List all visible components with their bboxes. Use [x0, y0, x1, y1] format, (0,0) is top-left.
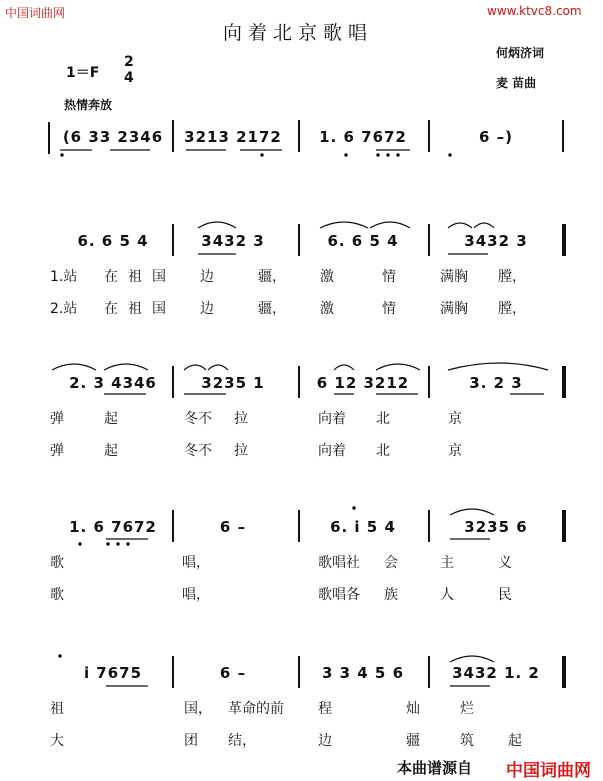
song-title: 向着北京歌唱 — [223, 22, 374, 44]
lyric-syllable: 国 — [152, 269, 166, 285]
lyric-syllable: 拉 — [234, 443, 248, 459]
lyric-syllable: 边 — [200, 269, 214, 285]
octave-dot — [60, 153, 63, 156]
lyric-syllable: 起 — [104, 443, 118, 459]
octave-dot — [448, 153, 451, 156]
tempo-marking: 热情奔放 — [64, 98, 113, 112]
lyric-syllable: 北 — [376, 443, 390, 459]
slur — [370, 222, 410, 228]
slur — [52, 364, 96, 370]
measure: 3. 2 3 — [469, 374, 523, 392]
octave-dot — [376, 153, 379, 156]
lyric-syllable: 歌 — [50, 587, 64, 603]
lyric-syllable: 疆， — [258, 269, 286, 285]
lyric-syllable: 义 — [498, 555, 512, 571]
key-signature: 1＝F — [66, 65, 100, 81]
lyric-syllable: 激 — [320, 269, 334, 285]
octave-dot-upper — [352, 506, 355, 509]
lyric-syllable: 程 — [318, 701, 332, 717]
slur — [450, 509, 494, 515]
lyric-syllable: 起 — [508, 733, 522, 749]
measure: 6 –) — [478, 128, 513, 146]
lyric-syllable: 向着 — [318, 411, 346, 427]
lyric-syllable: 疆， — [258, 301, 286, 317]
slur — [450, 656, 494, 662]
lyric-syllable: 结， — [228, 733, 256, 749]
lyric-syllable: 边 — [200, 301, 214, 317]
lyric-syllable: 冬不 — [184, 411, 212, 427]
lyric-syllable: 唱， — [182, 555, 210, 571]
measure: 6. 6 5 4 — [77, 232, 149, 250]
measure: 6. 6 5 4 — [327, 232, 399, 250]
lyric-syllable: 弹 — [50, 411, 64, 427]
lyric-syllable: 国 — [152, 301, 166, 317]
lyric-syllable: 激 — [320, 301, 334, 317]
measure: 3235 6 — [464, 518, 528, 536]
measure: 6 12 3212 — [316, 374, 410, 392]
slur — [198, 222, 236, 228]
time-signature-bottom: 4 — [124, 70, 134, 86]
lyric-syllable: 冬不 — [184, 443, 212, 459]
lyric-syllable: 在 — [104, 269, 118, 285]
lyric-syllable: 祖 — [50, 701, 64, 717]
measure: 3213 2172 — [184, 128, 282, 146]
lyric-syllable: 歌唱各 — [318, 587, 360, 603]
slur — [320, 222, 368, 228]
lyric-syllable: 边 — [318, 733, 332, 749]
measure: 3432 3 — [464, 232, 528, 250]
measure: 1. 6 7672 — [319, 128, 407, 146]
octave-dot — [116, 542, 119, 545]
lyric-syllable: 满胸 — [440, 269, 468, 285]
lyric-syllable: 起 — [104, 411, 118, 427]
measure: 6 – — [219, 518, 247, 536]
octave-dot — [344, 153, 347, 156]
lyric-syllable: 膛， — [498, 301, 526, 317]
lyric-syllable: 疆 — [406, 733, 420, 749]
slur — [334, 365, 354, 370]
lyric-syllable: 灿 — [406, 701, 420, 717]
lyric-syllable: 人 — [440, 587, 454, 603]
slur — [184, 365, 206, 370]
lyric-syllable: 祖 — [128, 301, 142, 317]
measure: i 7675 — [83, 664, 143, 682]
lyric-syllable: 2.站 — [50, 301, 78, 317]
lyricist-credit: 何炳济词 — [496, 46, 545, 60]
octave-dot-upper — [58, 654, 61, 657]
lyric-syllable: 北 — [376, 411, 390, 427]
slur — [448, 223, 472, 228]
time-signature-top: 2 — [124, 54, 134, 70]
octave-dot — [126, 542, 129, 545]
lyric-syllable: 大 — [50, 733, 64, 749]
lyric-syllable: 京 — [448, 443, 462, 459]
octave-dot — [396, 153, 399, 156]
composer-credit: 麦 苗曲 — [496, 76, 537, 90]
lyric-syllable: 筑 — [460, 733, 474, 749]
lyric-syllable: 京 — [448, 411, 462, 427]
lyric-syllable: 民 — [498, 587, 512, 603]
lyric-syllable: 国， — [184, 701, 212, 717]
lyric-syllable: 革命的前 — [228, 701, 284, 717]
measure: 2. 3 4346 — [69, 374, 157, 392]
measure: 6. i 5 4 — [330, 518, 396, 536]
lyric-syllable: 族 — [384, 587, 398, 603]
site-watermark-left: 中国词曲网 — [5, 6, 66, 20]
lyric-syllable: 在 — [104, 301, 118, 317]
lyric-syllable: 唱， — [182, 587, 210, 603]
site-watermark-right: www.ktvc8.com — [487, 4, 582, 18]
lyric-syllable: 烂 — [460, 701, 474, 717]
octave-dot — [386, 153, 389, 156]
source-label: 本曲谱源自 — [397, 759, 473, 777]
lyric-syllable: 歌唱社 — [318, 555, 360, 571]
slur — [376, 364, 420, 370]
lyric-syllable: 向着 — [318, 443, 346, 459]
lyric-syllable: 祖 — [128, 269, 142, 285]
lyric-syllable: 会 — [384, 555, 398, 571]
slur — [474, 223, 494, 228]
lyric-syllable: 拉 — [234, 411, 248, 427]
lyric-syllable: 弹 — [50, 443, 64, 459]
lyric-syllable: 1.站 — [50, 269, 78, 285]
lyric-syllable: 歌 — [50, 555, 64, 571]
octave-dot — [78, 542, 81, 545]
measure: 3432 1. 2 — [452, 664, 540, 682]
lyric-syllable: 团 — [184, 733, 198, 749]
slur — [448, 363, 548, 370]
lyric-syllable: 主 — [440, 555, 454, 571]
measure: 6 – — [219, 664, 247, 682]
lyric-syllable: 膛， — [498, 269, 526, 285]
lyric-syllable: 满胸 — [440, 301, 468, 317]
source-site-name: 中国词曲网 — [506, 761, 591, 781]
measure: 3432 3 — [201, 232, 265, 250]
measure: 3235 1 — [201, 374, 265, 392]
measure: 1. 6 7672 — [69, 518, 157, 536]
measure: 3 3 4 5 6 — [321, 664, 405, 682]
octave-dot — [106, 542, 109, 545]
lyric-syllable: 情 — [382, 301, 396, 317]
slur — [208, 365, 228, 370]
octave-dot — [260, 153, 263, 156]
slur — [104, 364, 148, 370]
measure: (6 33 2346 — [62, 128, 164, 146]
lyric-syllable: 情 — [382, 269, 396, 285]
